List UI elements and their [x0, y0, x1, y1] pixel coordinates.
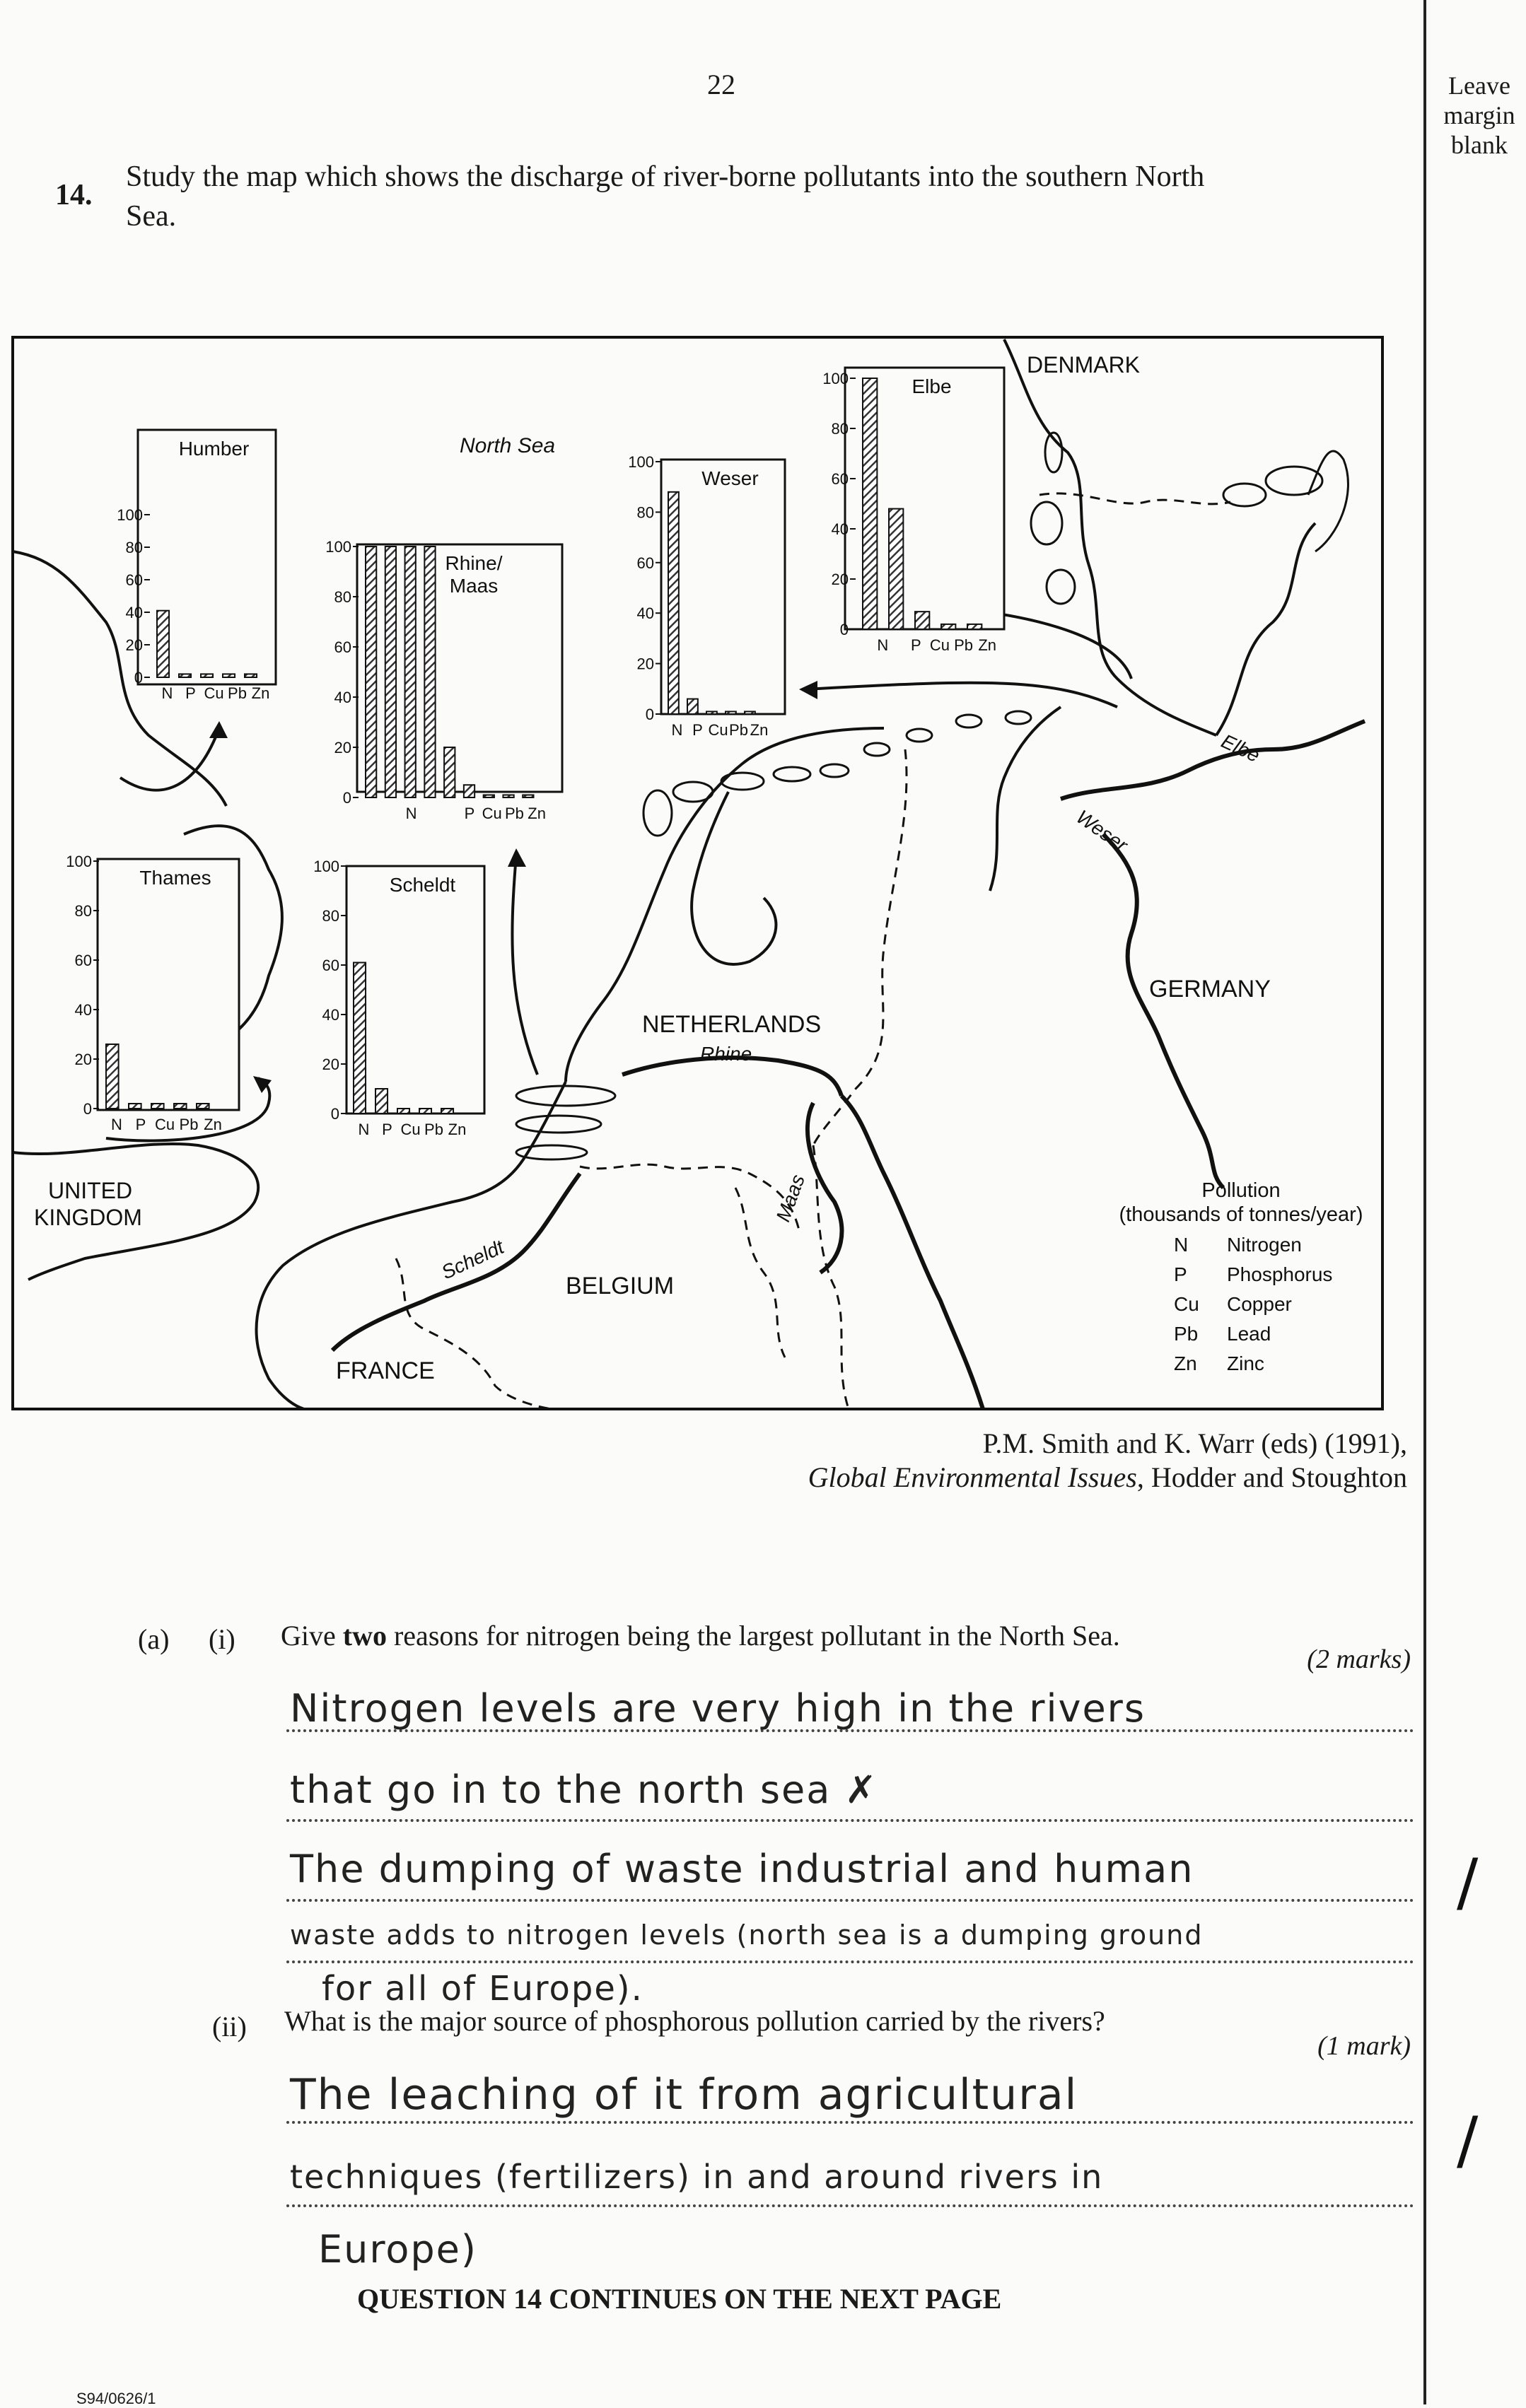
y-tick-label: 20: [322, 1056, 339, 1073]
label-netherlands: NETHERLANDS: [642, 1011, 822, 1038]
river-chart: [66, 853, 239, 1133]
legend-code: Cu: [1174, 1293, 1199, 1315]
legend-code: N: [1174, 1234, 1189, 1256]
y-tick-label: 20: [831, 571, 849, 588]
margin-note-line: margin: [1443, 101, 1515, 129]
label-belgium: BELGIUM: [566, 1273, 675, 1299]
y-tick-label: 40: [74, 1001, 92, 1019]
river-chart: [313, 858, 484, 1138]
answer-line: [286, 1899, 1414, 1902]
data-bar: [129, 1104, 141, 1109]
y-tick-label: 0: [330, 1105, 339, 1123]
category-label: Pb: [954, 636, 974, 654]
category-label: Pb: [179, 1116, 199, 1133]
category-label: Zn: [448, 1121, 467, 1138]
category-label: N: [877, 636, 889, 654]
chart-frame: [346, 866, 484, 1114]
chart-title: Weser: [701, 467, 759, 489]
data-bar: [889, 509, 903, 629]
part-a-i-label: (i): [209, 1623, 235, 1655]
data-bar: [863, 378, 877, 629]
data-bar: [366, 547, 376, 797]
y-tick-label: 100: [66, 853, 92, 870]
category-label: Zn: [204, 1116, 222, 1133]
answer-a-ii-line: The leaching of it from agricultural: [290, 2070, 1078, 2120]
label-denmark: DENMARK: [1027, 352, 1141, 378]
answer-a-i-line: for all of Europe).: [322, 1969, 643, 2009]
category-label: N: [111, 1116, 122, 1133]
y-tick-label: 20: [636, 655, 654, 673]
legend: [1119, 1179, 1363, 1374]
question-intro-line: Study the map which shows the discharge of river-borne pollutants into the southern North: [126, 160, 1205, 193]
footer-code: S94/0626/1: [76, 2390, 156, 2407]
data-bar: [419, 1109, 431, 1114]
category-label: P: [464, 805, 475, 822]
river-chart: [628, 453, 785, 739]
answer-line: [286, 2204, 1414, 2207]
data-bar: [687, 699, 698, 714]
legend-name: Copper: [1227, 1293, 1292, 1315]
y-tick-label: 100: [117, 506, 143, 524]
category-label: P: [135, 1116, 146, 1133]
label-uk-line2: KINGDOM: [34, 1205, 142, 1230]
y-tick-label: 80: [831, 420, 849, 438]
y-tick-label: 20: [334, 739, 351, 756]
data-bar: [441, 1109, 453, 1114]
y-tick-label: 100: [822, 370, 849, 387]
category-label: Zn: [978, 636, 997, 654]
y-tick-label: 80: [334, 588, 351, 606]
margin-note-line: blank: [1451, 131, 1508, 159]
label-river-rhine: Rhine: [700, 1043, 752, 1065]
y-tick-label: 40: [831, 520, 849, 538]
data-bar: [151, 1104, 164, 1109]
data-bar: [179, 674, 191, 677]
question-intro-line: Sea.: [126, 200, 177, 233]
chart-title: Rhine/ Maas: [445, 552, 503, 597]
part-a-ii-label: (ii): [212, 2011, 247, 2042]
chart-title: Thames: [139, 867, 211, 889]
data-bar: [523, 795, 533, 797]
source-line1: P.M. Smith and K. Warr (eds) (1991),: [982, 1427, 1407, 1459]
data-bar: [106, 1044, 119, 1109]
category-label: Pb: [424, 1121, 443, 1138]
chart-title: Scheldt: [389, 874, 456, 896]
label-river-elbe: Elbe: [1218, 730, 1264, 767]
data-bar: [245, 674, 257, 677]
label-germany: GERMANY: [1149, 976, 1271, 1003]
y-tick-label: 100: [325, 538, 351, 556]
category-label: Pb: [504, 805, 524, 822]
y-tick-label: 20: [74, 1051, 92, 1068]
legend-title: Pollution: [1201, 1179, 1281, 1202]
category-label: Zn: [528, 805, 546, 822]
y-tick-label: 100: [628, 453, 654, 471]
prompt-emphasis: two: [342, 1620, 387, 1652]
y-tick-label: 80: [636, 503, 654, 522]
data-bar: [354, 963, 366, 1114]
label-france: FRANCE: [336, 1357, 435, 1384]
legend-name: Lead: [1227, 1323, 1271, 1345]
category-label: Cu: [708, 721, 728, 739]
river-chart: [822, 368, 1004, 654]
answer-a-i-line: Nitrogen levels are very high in the rivers: [290, 1686, 1146, 1731]
category-label: Zn: [251, 684, 270, 702]
legend-name: Phosphorus: [1227, 1263, 1333, 1285]
y-tick-label: 60: [322, 957, 339, 974]
chart-title: Humber: [178, 438, 250, 460]
source-publisher: , Hodder and Stoughton: [1136, 1461, 1407, 1493]
category-label: Cu: [482, 805, 502, 822]
river-chart: [117, 430, 276, 702]
y-tick-label: 60: [831, 470, 849, 488]
data-bar: [424, 547, 435, 797]
legend-code: P: [1174, 1263, 1187, 1285]
rivers: [332, 721, 1365, 1409]
river-chart: [325, 538, 562, 822]
category-label: P: [692, 721, 703, 739]
data-bar: [405, 547, 416, 797]
label-river-weser: Weser: [1072, 805, 1132, 857]
part-a-ii-prompt: What is the major source of phosphorous pollution carried by the rivers?: [284, 2005, 1105, 2037]
y-tick-label: 40: [125, 604, 143, 621]
part-a-label: (a): [138, 1623, 170, 1655]
data-bar: [915, 612, 929, 629]
category-label: Zn: [750, 721, 769, 739]
data-bar: [197, 1104, 209, 1109]
data-bar: [941, 624, 955, 629]
answer-line: [286, 1960, 1414, 1963]
data-bar: [706, 711, 717, 714]
data-bar: [484, 795, 494, 797]
data-bar: [464, 785, 474, 797]
category-label: N: [405, 805, 417, 822]
category-label: N: [358, 1121, 370, 1138]
y-tick-label: 0: [839, 621, 849, 638]
category-label: P: [382, 1121, 392, 1138]
answer-line: [286, 1819, 1414, 1822]
y-tick-label: 80: [74, 902, 92, 920]
legend-code: Zn: [1174, 1352, 1197, 1374]
data-bar: [668, 492, 679, 714]
legend-name: Nitrogen: [1227, 1234, 1302, 1256]
answer-a-i-line: The dumping of waste industrial and human: [290, 1847, 1194, 1891]
y-tick-label: 0: [645, 706, 654, 723]
answer-line: [286, 2121, 1414, 2124]
y-tick-label: 100: [313, 858, 339, 875]
category-label: N: [671, 721, 683, 739]
margin-note-line: Leave: [1448, 71, 1510, 100]
y-tick-label: 80: [322, 907, 339, 925]
page-number: 22: [707, 69, 735, 100]
legend-subtitle: (thousands of tonnes/year): [1119, 1203, 1363, 1226]
continues-notice: QUESTION 14 CONTINUES ON THE NEXT PAGE: [357, 2283, 1002, 2315]
data-bar: [223, 674, 235, 677]
y-tick-label: 60: [636, 554, 654, 572]
answer-a-ii-line: techniques (fertilizers) in and around rivers in: [290, 2158, 1104, 2196]
part-a-i-marks: (2 marks): [1307, 1644, 1411, 1674]
data-bar: [503, 795, 513, 797]
category-label: Pb: [729, 721, 748, 739]
label-north-sea: North Sea: [460, 434, 556, 457]
y-tick-label: 60: [125, 571, 143, 589]
y-tick-label: 40: [322, 1006, 339, 1024]
category-label: N: [161, 684, 173, 702]
label-uk-line1: UNITED: [48, 1178, 133, 1203]
data-bar: [397, 1109, 409, 1114]
source-book-title: Global Environmental Issues: [808, 1461, 1137, 1493]
category-label: P: [910, 636, 921, 654]
data-bar: [174, 1104, 187, 1109]
category-label: Cu: [204, 684, 224, 702]
prompt-text: reasons for nitrogen being the largest pollutant in the North Sea.: [386, 1620, 1120, 1652]
category-label: P: [185, 684, 196, 702]
legend-name: Zinc: [1227, 1352, 1264, 1374]
question-number: 14.: [55, 179, 93, 211]
part-a-ii-marks: (1 mark): [1317, 2031, 1411, 2061]
y-tick-label: 20: [125, 636, 143, 654]
y-tick-label: 0: [83, 1100, 92, 1118]
y-tick-label: 0: [134, 669, 143, 686]
data-bar: [385, 547, 396, 797]
y-tick-label: 60: [334, 638, 351, 656]
data-bar: [967, 624, 982, 629]
data-bar: [745, 711, 755, 714]
data-bar: [444, 747, 455, 797]
chart-frame: [661, 460, 785, 714]
y-tick-label: 60: [74, 952, 92, 969]
answer-a-ii-line: Europe): [318, 2227, 477, 2272]
answer-a-i-line: that go in to the north sea ✗: [290, 1767, 878, 1812]
data-bar: [201, 674, 213, 677]
data-bar: [157, 611, 169, 677]
prompt-text: Give: [281, 1620, 343, 1652]
y-tick-label: 40: [636, 604, 654, 623]
part-a-i-prompt: [281, 1619, 1120, 1652]
category-label: Cu: [154, 1116, 175, 1133]
examiner-tick-mark: /: [1457, 1845, 1480, 1919]
data-bar: [726, 711, 736, 714]
y-tick-label: 0: [342, 789, 351, 807]
legend-code: Pb: [1174, 1323, 1199, 1345]
label-river-scheldt: Scheldt: [438, 1235, 508, 1284]
label-river-maas: Maas: [771, 1171, 810, 1225]
chart-title: Elbe: [911, 375, 952, 397]
category-label: Cu: [400, 1121, 421, 1138]
answer-a-i-line: waste adds to nitrogen levels (north sea is a dumping ground: [290, 1919, 1204, 1951]
data-bar: [375, 1089, 388, 1114]
y-tick-label: 40: [334, 689, 351, 706]
y-tick-label: 80: [125, 539, 143, 556]
category-label: Cu: [929, 636, 950, 654]
category-label: Pb: [228, 684, 247, 702]
examiner-tick-mark: /: [1457, 2103, 1480, 2178]
source-citation: [636, 1427, 1407, 1495]
